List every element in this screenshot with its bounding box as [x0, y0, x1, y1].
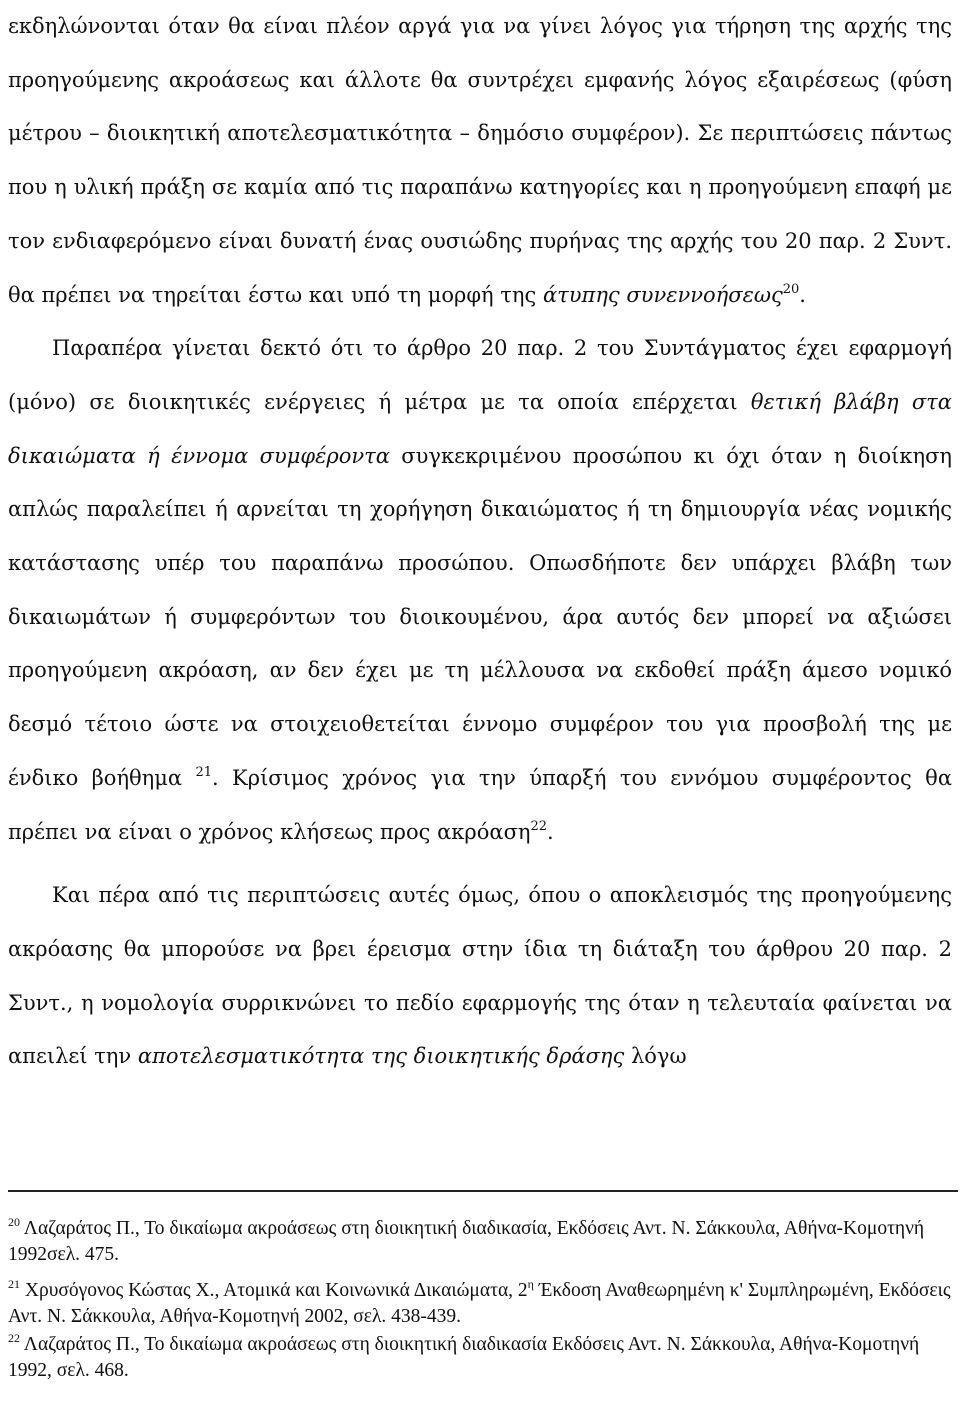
paragraph-1	[8, 0, 952, 322]
paragraph-3-text-a: Και πέρα από τις περιπτώσεις αυτές όμως, όπου ο αποκλεισμός της προηγούμενης ακρόασης θα μπορούσε να βρει έρεισμα στην ίδια τη διάταξη του άρθρου 20 παρ. 2 Συντ., η νομολογία συρρικνώνει το πεδίο εφαρμογής της όταν η τελευταία φαίνεται να απειλεί την	[8, 883, 952, 1069]
footnote-number: 20	[8, 1215, 20, 1229]
body-text	[8, 0, 952, 1084]
footnote-ref-20[interactable]: 20	[782, 281, 800, 297]
footnote-text: Λαζαράτος Π., Το δικαίωμα ακροάσεως στη διοικητική διαδικασία, Εκδόσεις Αντ. Ν. Σάκκουλα, Αθήνα-Κομοτηνή 1992σελ. 475.	[8, 1218, 925, 1265]
paragraph-2	[8, 322, 952, 859]
footnote-22	[8, 1332, 952, 1384]
paragraph-3-italic-a: αποτελεσματικότητα της διοικητικής δράσης	[137, 1044, 625, 1069]
paragraph-3	[8, 869, 952, 1084]
footnote-number: 22	[8, 1331, 20, 1345]
paragraph-1-text-a: εκδηλώνονται όταν θα είναι πλέον αργά για να γίνει λόγος για τήρηση της αρχής της προηγούμενης ακροάσεως και άλλοτε θα συντρέχει εμφανής λόγος εξαιρέσεως (φύση μέτρου – διοικητική αποτελεσματικότητα – δημόσιο συμφέρον). Σε περιπτώσεις πάντως που η υλική πράξη σε καμία από τις παραπάνω κατηγορίες και η προηγούμενη επαφή με τον ενδιαφερόμενο είναι δυνατή ένας ουσιώδης πυρήνας της αρχής του 20 παρ. 2 Συντ. θα πρέπει να τηρείται έστω και υπό τη μορφή της	[8, 14, 952, 307]
footnote-text-b: Έκδοση Αναθεωρημένη κ' Συμπληρωμένη, Εκδόσεις Αντ. Ν. Σάκκουλα, Αθήνα-Κομοτηνή 2002, σελ. 438-439.	[8, 1280, 951, 1327]
footnote-20	[8, 1216, 952, 1268]
paragraph-1-text-b: .	[799, 282, 806, 307]
paragraph-2-text-a: Παραπέρα γίνεται δεκτό ότι το άρθρο 20 παρ. 2 του Συντάγματος έχει εφαρμογή (μόνο) σε διοικητικές ενέργειες ή μέτρα με τα οποία επέρχεται	[8, 336, 952, 414]
footnote-21	[8, 1278, 952, 1330]
footnotes-section	[8, 1216, 952, 1388]
footnote-text: Λαζαράτος Π., Το δικαίωμα ακροάσεως στη διοικητική διαδικασία Εκδόσεις Αντ. Ν. Σάκκουλα, Αθήνα-Κομοτηνή 1992, σελ. 468.	[8, 1334, 920, 1381]
footnote-number: 21	[8, 1277, 20, 1291]
paragraph-2-text-b: συγκεκριμένου προσώπου κι όχι όταν η διοίκηση απλώς παραλείπει ή αρνείται τη χορήγηση δικαιώματος ή τη δημιουργία νέας νομικής κατάστασης υπέρ του παραπάνω προσώπου. Οπωσδήποτε δεν υπάρχει βλάβη των δικαιωμάτων ή συμφερόντων του διοικουμένου, άρα αυτός δεν μπορεί να αξιώσει προηγούμενη ακρόαση, αν δεν έχει με τη μέλλουσα να εκδοθεί πράξη άμεσο νομικό δεσμό τέτοιο ώστε να στοιχειοθετείται έννομο συμφέρον του για προσβολή της με ένδικο βοήθημα	[8, 443, 952, 790]
footnote-ref-21[interactable]: 21	[195, 764, 212, 780]
paragraph-2-text-d: .	[547, 819, 554, 844]
footnote-ordinal: η	[527, 1277, 534, 1291]
footnote-ref-22[interactable]: 22	[530, 818, 548, 834]
paragraph-2-text-c: . Κρίσιμος χρόνος για την ύπαρξή του εννόμου συμφέροντος θα πρέπει να είναι ο χρόνος κλήσεως προς ακρόαση	[8, 765, 952, 844]
footnote-text-a: Χρυσόγονος Κώστας Χ., Ατομικά και Κοινωνικά Δικαιώματα, 2	[20, 1280, 528, 1301]
paragraph-3-text-b: λόγω	[624, 1044, 687, 1069]
paragraph-2-italic-a: θετική βλάβη στα δικαιώματα ή έννομα συμφέροντα	[8, 389, 952, 468]
footnote-separator	[8, 1190, 958, 1192]
paragraph-1-italic-a: άτυπης συνεννοήσεως	[542, 282, 783, 307]
